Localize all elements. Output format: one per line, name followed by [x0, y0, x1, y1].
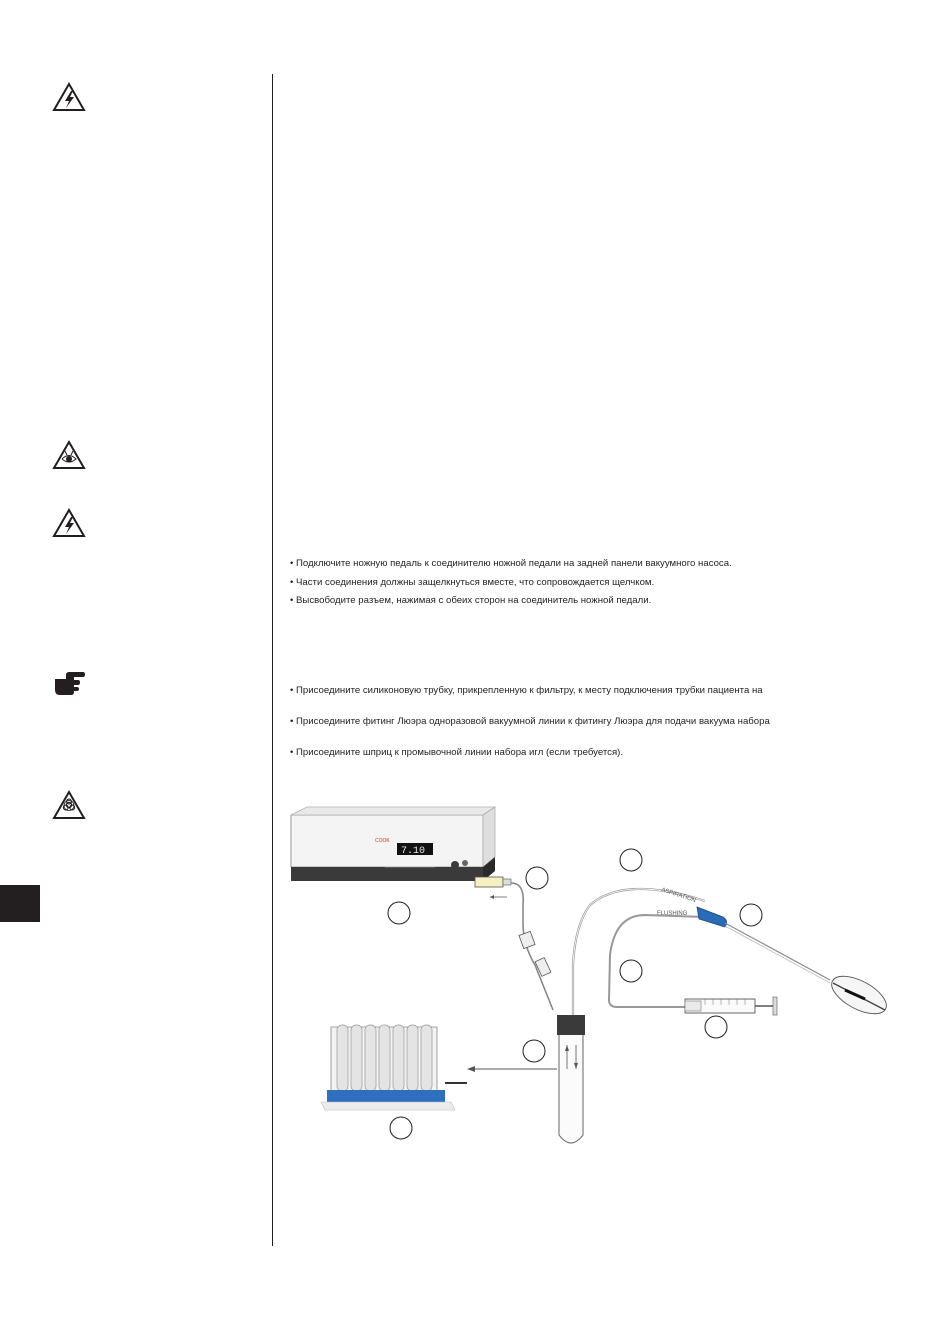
biohazard-icon: [52, 790, 86, 820]
footswitch-step-1: • Подключите ножную педаль к соединителю ножной педали на задней панели вакуумного насоса.: [290, 558, 732, 569]
test-tube-illustration: [557, 1015, 585, 1143]
pump-display-readout: 7.10: [401, 846, 426, 857]
callout-flushing-line: [620, 960, 642, 982]
pointing-hand-icon: [52, 667, 86, 697]
footswitch-step-2: • Части соединения должны защелкнуться вместе, что сопровождается щелчком.: [290, 577, 655, 588]
electric-hazard-icon: [52, 508, 86, 538]
callout-pump: [388, 902, 410, 924]
eye-laser-warning-icon: [52, 440, 86, 470]
tubing-step-2: • Присоедините фитинг Люэра одноразовой вакуумной линии к фитингу Люэра для подачи вакуума набора: [290, 716, 770, 727]
column-divider: [272, 74, 273, 1246]
tubing-step-1: • Присоедините силиконовую трубку, прикрепленную к фильтру, к месту подключения трубки пациента на: [290, 685, 763, 696]
callout-test-tube: [523, 1040, 545, 1062]
callout-connector: [526, 867, 548, 889]
page-tab-marker: [0, 885, 40, 922]
setup-diagram: [285, 805, 905, 1160]
callout-tube-rack: [390, 1117, 412, 1139]
electric-hazard-icon: [52, 82, 86, 112]
test-tube-stopper: [557, 1015, 585, 1035]
pump-luer-connector: [475, 877, 503, 887]
flushing-line-label: FLUSHING: [657, 911, 688, 917]
pump-brand-label: COOK: [375, 838, 390, 844]
aspiration-line-label: ASPIRATION: [660, 887, 697, 904]
callout-aspiration-line: [620, 849, 642, 871]
footswitch-step-3: • Высвободите разъем, нажимая с обеих сторон на соединитель ножной педали.: [290, 595, 652, 606]
callout-syringe: [705, 1016, 727, 1038]
syringe-illustration: [685, 997, 777, 1015]
needle-handle: [697, 907, 727, 927]
tubing-step-3: • Присоедините шприц к промывочной линии набора игл (если требуется).: [290, 747, 624, 758]
vacuum-pump-illustration: [291, 807, 495, 881]
callout-needle-handle: [740, 904, 762, 926]
tube-rack-illustration: [321, 1025, 467, 1110]
